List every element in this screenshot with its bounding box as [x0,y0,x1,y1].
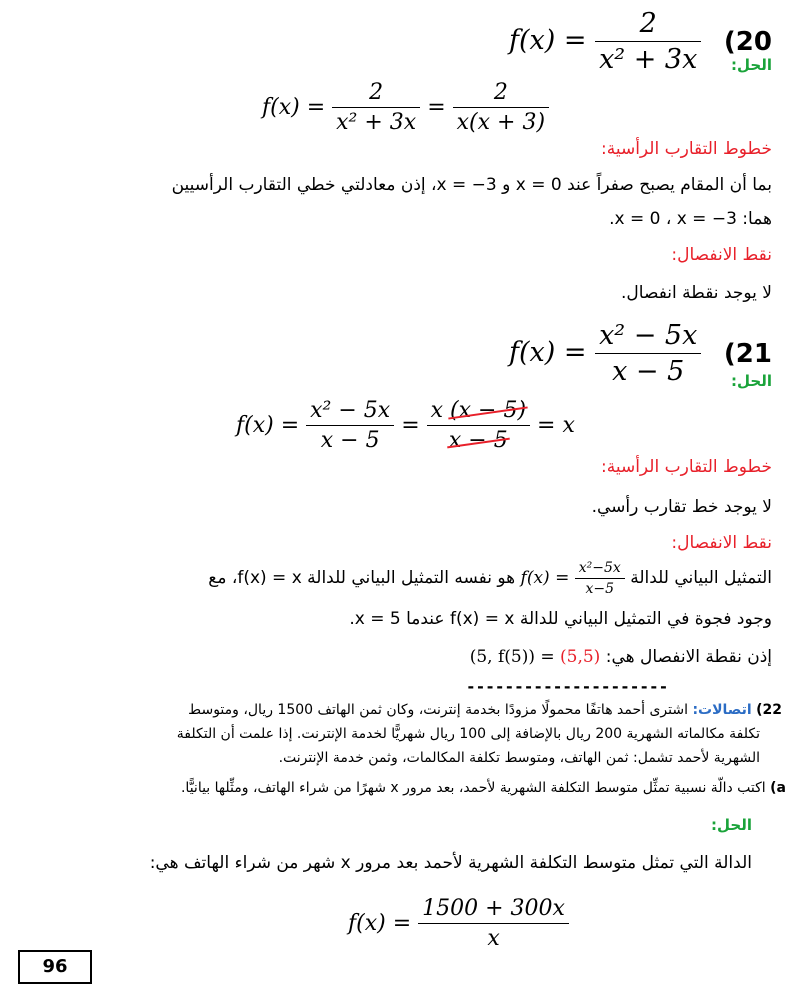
problem-21-solution-label: الحل: [731,372,772,390]
problem-22-solution-text: الدالة التي تمثل متوسط التكلفة الشهرية لأحمد بعد مرور x شهر من شراء الهاتف هي: [149,853,752,873]
page-number: 96 [18,950,92,984]
problem-21-disc-text-3: إذن نقطة الانفصال هي: (5, f(5)) = (5,5) [469,647,772,667]
problem-21-equation: f(x) = $\frac{\text{x² − 5x}}{x - 5}$ = $\frac{x (x - 5)}{x - 5}$ = x [236,398,575,453]
section-divider: --------------------- [466,677,669,696]
problem-22-tag: اتصالات: [692,702,752,718]
problem-21-va-text: لا يوجد خط تقارب رأسي. [591,497,772,517]
problem-20-va-text-2: هما: x = 0 ، x = −3. [609,209,772,229]
cancelled-denominator: x − 5 [448,428,508,453]
problem-21-disc-text-2: وجود فجوة في التمثيل البياني للدالة f(x) = x عندما x = 5. [349,609,772,629]
problem-22-number: 22) [756,702,782,718]
problem-20-solution-label: الحل: [731,56,772,74]
problem-21-number: (21 [723,338,772,369]
problem-21-header [452,320,772,387]
problem-20-va-text-1: بما أن المقام يصبح صفراً عند x = 0 و x = −3، إذن معادلتي خطي التقارب الرأسيين [171,175,772,195]
problem-21-disc-text-1: التمثيل البياني للدالة f(x) = $\frac{\text{x²−5x}}{x-5}$ هو نفسه التمثيل البياني للدالة f(x) = x، مع [208,560,772,597]
problem-21-disc-heading: نقط الانفصال: [671,533,772,553]
problem-20-disc-heading: نقط الانفصال: [671,245,772,265]
cancelled-factor: (x − 5) [450,398,527,423]
problem-21-function: f(x) = $\frac{\text{x² − 5x}}{x - 5}$ [509,337,710,368]
problem-22-line-1: 22) اتصالات: اشترى أحمد هاتفًا محمولًا مزودًا بخدمة إنترنت، وكان ثمن الهاتف 1500 ريال، ومتوسط [188,702,782,718]
problem-20-number: (20 [723,26,772,57]
problem-22-line-2: تكلفة مكالماته الشهرية 200 ريال بالإضافة إلى 100 ريال شهريًّا لخدمة الإنترنت. إذا علمت أن التكلفة [176,726,760,742]
problem-20-equation: f(x) = $\frac{2}{\text{x² + 3x}}$ = $\frac{2}{x(x + 3)}$ [262,80,549,136]
problem-22-line-3: الشهرية لأحمد تشمل: ثمن الهاتف، ومتوسط تكلفة المكالمات، وثمن خدمة الإنترنت. [278,750,760,766]
problem-20-va-heading: خطوط التقارب الرأسية: [600,139,772,159]
problem-22-solution-label: الحل: [711,816,752,834]
problem-20-header [472,8,772,75]
problem-20-function: f(x) = $\frac{2}{\text{x² + 3x}}$ [509,25,710,56]
problem-22-part-a: a) اكتب دالّة نسبية تمثِّل متوسط التكلفة الشهرية لأحمد، بعد مرور x شهرًا من شراء الهاتف، ومثِّلها بيانيًّا. [180,780,786,796]
problem-22-equation: f(x) = $\frac{1500 + 300x}{x}$ [348,896,569,966]
problem-21-va-heading: خطوط التقارب الرأسية: [600,457,772,477]
discontinuity-point: (5,5) [560,647,601,667]
problem-20-disc-text: لا يوجد نقطة انفصال. [621,283,772,303]
